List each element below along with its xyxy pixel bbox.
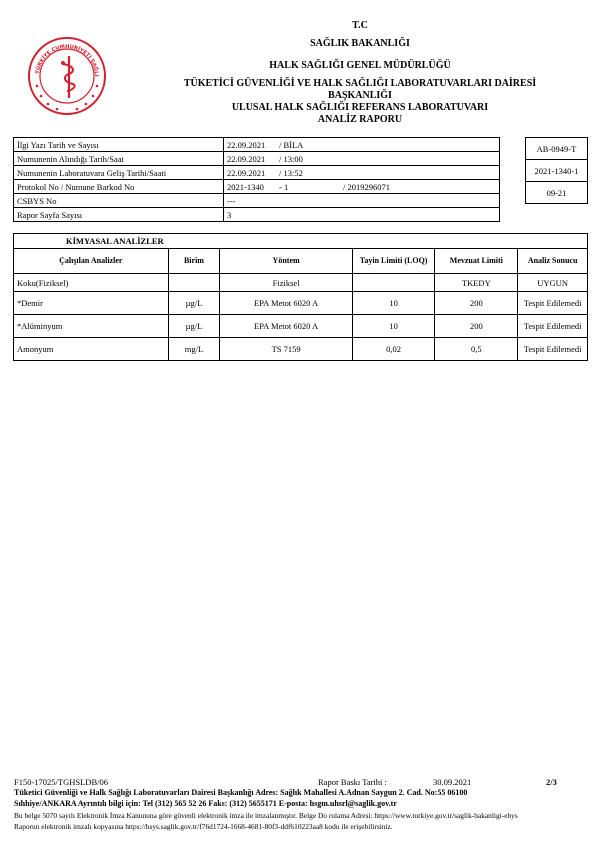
limit-cell: 0,5: [435, 338, 518, 361]
period-code: 09-21: [526, 182, 588, 204]
info-label: Protokol No / Numune Barkod No: [14, 180, 224, 194]
section-title: KİMYASAL ANALİZLER: [14, 234, 588, 249]
info-value: [224, 166, 500, 180]
limit-cell: 200: [435, 315, 518, 338]
info-value-part: 3: [227, 209, 232, 220]
column-header: Analiz Sonucu: [518, 249, 588, 274]
report-code: AB-0949-T: [526, 138, 588, 160]
column-header: Çalışılan Analizler: [14, 249, 169, 274]
header-directorate: HALK SAĞLIĞI GENEL MÜDÜRLÜĞÜ: [269, 60, 451, 71]
info-row: [14, 180, 500, 194]
analysis-name: Amonyum: [14, 338, 169, 361]
page-title: ANALİZ RAPORU: [317, 114, 403, 125]
info-value: [224, 180, 500, 194]
info-value: [224, 138, 500, 152]
protocol-code: 2021-1340-1: [526, 160, 588, 182]
method-cell: EPA Metot 6020 A: [220, 292, 352, 315]
loq-cell: 10: [352, 315, 435, 338]
chemical-analyses-table: [13, 233, 588, 361]
loq-cell: 10: [352, 292, 435, 315]
limit-cell: TKEDY: [435, 274, 518, 292]
method-cell: EPA Metot 6020 A: [220, 315, 352, 338]
info-row: [14, 152, 500, 166]
info-value-part: 22.09.2021: [227, 167, 266, 178]
info-label: İlgi Yazı Tarih ve Sayısı: [14, 138, 224, 152]
header-presidency: BAŞKANLIĞI: [328, 90, 392, 101]
info-label: CSBYS No: [14, 194, 224, 208]
limit-cell: 200: [435, 292, 518, 315]
info-value-part: / 13:00: [279, 153, 303, 164]
info-value-part: 22.09.2021: [227, 139, 266, 150]
header-department: TÜKETİCİ GÜVENLİĞİ VE HALK SAĞLIĞI LABORATUVARLARI DAİRESİ: [183, 78, 537, 89]
table-row: [14, 274, 588, 292]
info-value: [224, 194, 500, 208]
result-cell: Tespit Edilemedi: [518, 338, 588, 361]
header-laboratory: ULUSAL HALK SAĞLIĞI REFERANS LABORATUVARI: [231, 102, 489, 113]
info-value-part: ---: [227, 195, 236, 206]
info-label: Rapor Sayfa Sayısı: [14, 208, 224, 222]
print-date: 30.09.2021: [433, 777, 472, 787]
info-value: [224, 208, 500, 222]
info-value-part: - 1: [279, 181, 289, 192]
footer-address: Tüketici Güvenliği ve Halk Sağlığı Laboratuvarları Dairesi Başkanlığı Adres: Sağlık Mahallesi A.Adnan Saygun 2. Cad. No:55 06100: [14, 788, 468, 797]
footer-verify: Raporun elektronik imzalı kopyasına https://hsys.saglik.gov.tr/f76d1724-1668-4681-80f3-ddf610223aa8 kodu ile erişebilirsiniz.: [14, 822, 393, 831]
info-value: [224, 152, 500, 166]
analysis-name: *Alüminyum: [14, 315, 169, 338]
ministry-logo: [27, 36, 107, 116]
table-row: [14, 338, 588, 361]
unit-cell: mg/L: [168, 338, 220, 361]
info-value-part: / 13:52: [279, 167, 303, 178]
footer-contact: Sıhhiye/ANKARA Ayrıntılı bilgi için: Tel (312) 565 52 26 Faks: (312) 5655171 E-posta: hsgm.uhsrl@saglik.gov.tr: [14, 799, 397, 808]
result-cell: Tespit Edilemedi: [518, 315, 588, 338]
unit-cell: µg/L: [168, 315, 220, 338]
method-cell: TS 7159: [220, 338, 352, 361]
unit-cell: µg/L: [168, 292, 220, 315]
info-row: [14, 166, 500, 180]
info-label: Numunenin Laboratuvara Geliş Tarihi/Saati: [14, 166, 224, 180]
info-row: [14, 208, 500, 222]
sample-info-table: [13, 137, 500, 222]
result-cell: UYGUN: [518, 274, 588, 292]
info-value-part: / 2019296071: [343, 181, 390, 192]
column-header: Mevzuat Limiti: [435, 249, 518, 274]
print-date-label: Rapor Baskı Tarihi :: [318, 777, 387, 787]
result-cell: Tespit Edilemedi: [518, 292, 588, 315]
form-code: F150-17025/TGHSLDB/06: [14, 777, 108, 787]
header-tc: T.C: [352, 20, 368, 31]
header-ministry: SAĞLIK BAKANLIĞI: [310, 38, 410, 49]
report-code-box: [525, 137, 588, 204]
analysis-name: Koku(Fiziksel): [14, 274, 169, 292]
table-row: [14, 315, 588, 338]
column-header: Birim: [168, 249, 220, 274]
info-label: Numunenin Alındığı Tarih/Saat: [14, 152, 224, 166]
column-header: Yöntem: [220, 249, 352, 274]
footer-esign: Bu belge 5070 sayılı Elektronik İmza Kanununa göre güvenli elektronik imza ile imzalanmıştır. Belge Do rulama Adresi: https://www.turkiye.gov.tr/saglik-bakanligi-ebys: [14, 811, 518, 820]
info-value-part: 2021-1340: [227, 181, 264, 192]
info-row: [14, 194, 500, 208]
svg-text:TÜRKİYE CUMHURİYETİ SAĞLIK BAK: TÜRKİYE CUMHURİYETİ SAĞLI: [35, 43, 100, 77]
analysis-name: *Demir: [14, 292, 169, 315]
page-number: 2/3: [546, 777, 557, 787]
info-value-part: / BİLA: [279, 139, 304, 150]
table-row: [14, 292, 588, 315]
info-value-part: 22.09.2021: [227, 153, 266, 164]
column-header: Tayin Limiti (LOQ): [352, 249, 435, 274]
loq-cell: [352, 274, 435, 292]
method-cell: Fiziksel: [220, 274, 352, 292]
loq-cell: 0,02: [352, 338, 435, 361]
info-row: [14, 138, 500, 152]
unit-cell: [168, 274, 220, 292]
